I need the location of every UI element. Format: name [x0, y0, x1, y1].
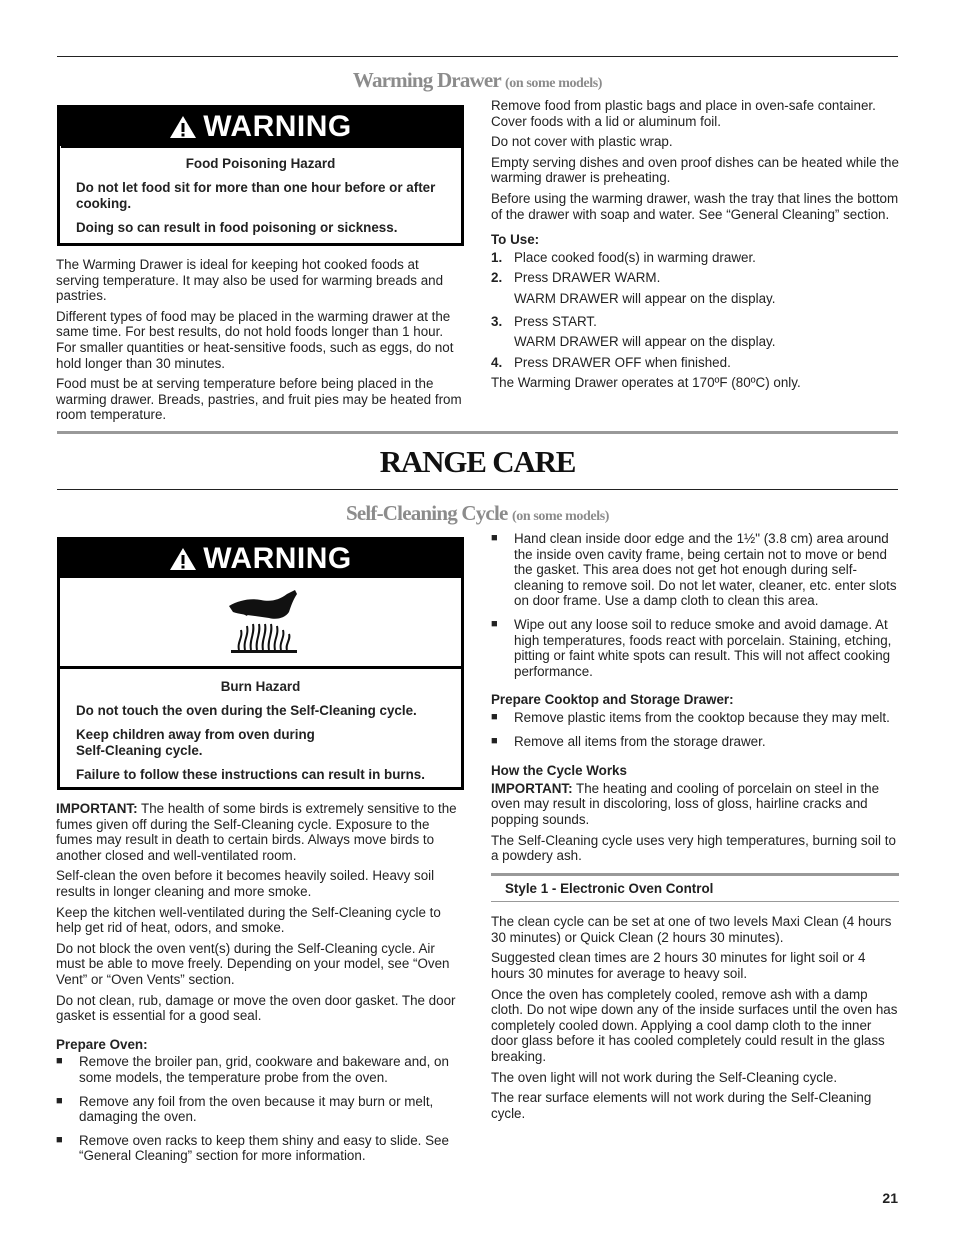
warming-drawer-note: (on some models): [505, 76, 603, 91]
list-item: [56, 1054, 464, 1085]
warning-line-2a: Keep children away from oven during: [76, 727, 315, 742]
paragraph: Do not cover with plastic wrap.: [491, 134, 673, 150]
hand-over-flame-icon: [225, 590, 309, 654]
list-item: [56, 1133, 464, 1164]
step-item: [491, 312, 899, 350]
how-cycle-heading: How the Cycle Works: [491, 763, 627, 779]
paragraph: Food must be at serving temperature before being placed in the warming drawer. Breads, pastries, and fruit pies may be heated from room temperature.: [56, 376, 462, 423]
paragraph: Remove food from plastic bags and place in oven-safe container. Cover foods with a lid or aluminum foil.: [491, 98, 876, 129]
important-text: The heating and cooling of porcelain on steel in the oven may result in discoloring, loss of gloss, hairline cracks and popping sounds.: [491, 780, 880, 827]
list-item: [56, 1094, 464, 1125]
paragraph: The rear surface elements will not work during the Self-Cleaning cycle.: [491, 1090, 872, 1121]
hazard-title: Food Poisoning Hazard: [185, 156, 336, 171]
warming-left-column: [56, 257, 464, 428]
list-item-text: Wipe out any loose soil to reduce smoke and avoid damage. At high temperatures, foods react with porcelain. Staining, etching, pitting or faint white spots can result. This will not affect cooking performance.: [514, 616, 892, 679]
style-1-bar: Style 1 - Electronic Oven Control: [491, 873, 899, 903]
step-note: WARM DRAWER will appear on the display.: [514, 290, 776, 306]
warning-line-3: Failure to follow these instructions can result in burns.: [76, 767, 425, 782]
paragraph: Do not clean, rub, damage or move the oven door gasket. The door gasket is essential for a good seal.: [56, 992, 456, 1024]
step-text: Place cooked food(s) in warming drawer.: [514, 249, 756, 265]
warming-drawer-title: Warming Drawer: [352, 68, 501, 92]
step-text: Press DRAWER OFF when finished.: [514, 354, 731, 370]
list-item: [491, 617, 899, 679]
list-item-text: Remove oven racks to keep them shiny and easy to slide. See “General Cleaning” section for more information.: [79, 1132, 449, 1164]
important-text: The health of some birds is extremely sensitive to the fumes given off during the Self-Cleaning cycle. Exposure to the fumes may result in death to certain birds. Always move birds to another closed and well-ventilated room.: [56, 801, 457, 863]
list-item-text: Remove any foil from the oven because it may burn or melt, damaging the oven.: [79, 1093, 434, 1125]
step-item: [491, 355, 899, 371]
paragraph: The Warming Drawer is ideal for keeping hot cooked foods at serving temperature. It may also be used for warming breads and pastries.: [56, 257, 444, 304]
paragraph: The clean cycle can be set at one of two levels Maxi Clean (4 hours 30 minutes) or Quick Clean (2 hours 30 minutes).: [491, 914, 892, 945]
warning-header: [60, 108, 461, 146]
warning-line-2: [76, 727, 445, 759]
bullet-icon: ■: [491, 710, 498, 723]
burn-icon-area: [60, 576, 461, 669]
paragraph: Suggested clean times are 2 hours 30 minutes for light soil or 4 hours 30 minutes for average to heavy soil.: [491, 950, 866, 982]
step-number: 4.: [491, 354, 503, 370]
step-text: Press START.: [514, 313, 597, 329]
important-paragraph: [491, 781, 899, 828]
hazard-title: Burn Hazard: [220, 679, 301, 694]
important-label: IMPORTANT:: [491, 780, 573, 796]
bullet-icon: ■: [491, 617, 498, 630]
list-item-text: Remove plastic items from the cooktop because they may melt.: [514, 709, 890, 725]
to-use-heading: To Use:: [491, 232, 540, 248]
warning-label: WARNING: [203, 542, 352, 576]
bullet-icon: ■: [56, 1055, 63, 1068]
closing-paragraph: The Warming Drawer operates at 170ºF (80ºC) only.: [491, 375, 801, 391]
prepare-oven-list: [56, 1054, 464, 1164]
list-item: [491, 710, 899, 726]
list-item-text: Hand clean inside door edge and the 1½" (3.8 cm) area around the inside oven cavity frame, being certain not to move or bend the gasket. This area does not get hot enough during self-cleaning to remove soil. Do not let water, cleaner, etc. enter slots on door frame. Use a damp cloth to clean this area.: [514, 531, 897, 609]
paragraph: Do not block the oven vent(s) during the Self-Cleaning cycle. Air must be able to move freely. Depending on your model, see “Oven Vent” or “Oven Vents” section.: [56, 940, 450, 987]
list-item: [491, 734, 899, 750]
bullet-icon: ■: [491, 532, 498, 544]
prepare-cooktop-heading: Prepare Cooktop and Storage Drawer:: [491, 692, 734, 708]
step-number: 2.: [491, 270, 503, 286]
paragraph: Once the oven has completely cooled, remove ash with a damp cloth. Do not wipe down any of the inside surfaces until the oven has completely cooled down. Applying a cool damp cloth to the inner door glass before it has cooled completely could result in the glass breaking.: [491, 986, 898, 1065]
step-number: 3.: [491, 313, 503, 329]
paragraph: The Self-Cleaning cycle uses very high temperatures, burning soil to a powdery ash.: [491, 832, 896, 864]
self-cleaning-note: (on some models): [511, 509, 610, 524]
bullet-icon: ■: [491, 734, 498, 747]
self-cleaning-title: Self-Cleaning Cycle: [345, 501, 508, 525]
important-paragraph: [56, 801, 464, 863]
list-item-text: Remove all items from the storage drawer.: [514, 733, 766, 749]
paragraph: The oven light will not work during the Self-Cleaning cycle.: [491, 1069, 838, 1085]
page-number: 21: [882, 1190, 898, 1206]
warning-line-2: Doing so can result in food poisoning or sickness.: [76, 220, 398, 235]
to-use-steps: [491, 250, 899, 371]
warning-line-2b: Self-Cleaning cycle.: [76, 743, 203, 758]
warning-line-1: Do not let food sit for more than one hour before or after cooking.: [76, 180, 436, 211]
top-rule: [57, 56, 898, 57]
title-rule: [57, 489, 898, 490]
list-item: [491, 531, 899, 609]
step-item: [491, 250, 899, 266]
warning-label: WARNING: [203, 110, 352, 144]
paragraph: Self-clean the oven before it becomes heavily soiled. Heavy soil results in longer cleaning and more smoke.: [56, 868, 435, 899]
step-number: 1.: [491, 249, 503, 265]
paragraph: Keep the kitchen well-ventilated during the Self-Cleaning cycle to help get rid of heat, odors, and smoke.: [56, 904, 441, 936]
food-poisoning-warning-box: [57, 105, 464, 246]
section-divider: [57, 431, 898, 434]
bullet-icon: ■: [56, 1094, 63, 1107]
step-note: WARM DRAWER will appear on the display.: [514, 334, 776, 350]
warming-drawer-heading: [57, 68, 898, 96]
step-text: Press DRAWER WARM.: [514, 270, 661, 286]
paragraph: Empty serving dishes and oven proof dishes can be heated while the warming drawer is preheating.: [491, 154, 899, 186]
paragraph: Before using the warming drawer, wash the tray that lines the bottom of the drawer with soap and water. See “General Cleaning” section.: [491, 190, 899, 222]
burn-hazard-warning-box: [57, 537, 464, 790]
bullet-icon: ■: [56, 1133, 63, 1146]
prepare-oven-heading: Prepare Oven:: [56, 1036, 148, 1052]
prepare-cooktop-list: [491, 710, 899, 749]
warning-triangle-icon: [169, 115, 197, 139]
warming-right-column: [491, 98, 899, 396]
paragraph: Different types of food may be placed in the warming drawer at the same time. For best results, do not hold foods longer than 1 hour. For smaller quantities or heat-sensitive foods, such as eggs, do not hold longer than 30 minutes.: [56, 308, 454, 371]
warning-header: [60, 540, 461, 578]
self-cleaning-left-column: [56, 801, 464, 1172]
list-item-text: Remove the broiler pan, grid, cookware and bakeware and, on some models, the temperature probe from the oven.: [79, 1054, 449, 1085]
step-item: [491, 270, 899, 306]
range-care-title: RANGE CARE: [379, 444, 576, 479]
self-cleaning-heading: [57, 501, 898, 529]
important-label: IMPORTANT:: [56, 801, 138, 816]
self-cleaning-right-column: [491, 531, 899, 1126]
warning-triangle-icon: [169, 547, 197, 571]
cleaning-list: [491, 531, 899, 679]
warning-line-1: Do not touch the oven during the Self-Cleaning cycle.: [76, 703, 417, 718]
